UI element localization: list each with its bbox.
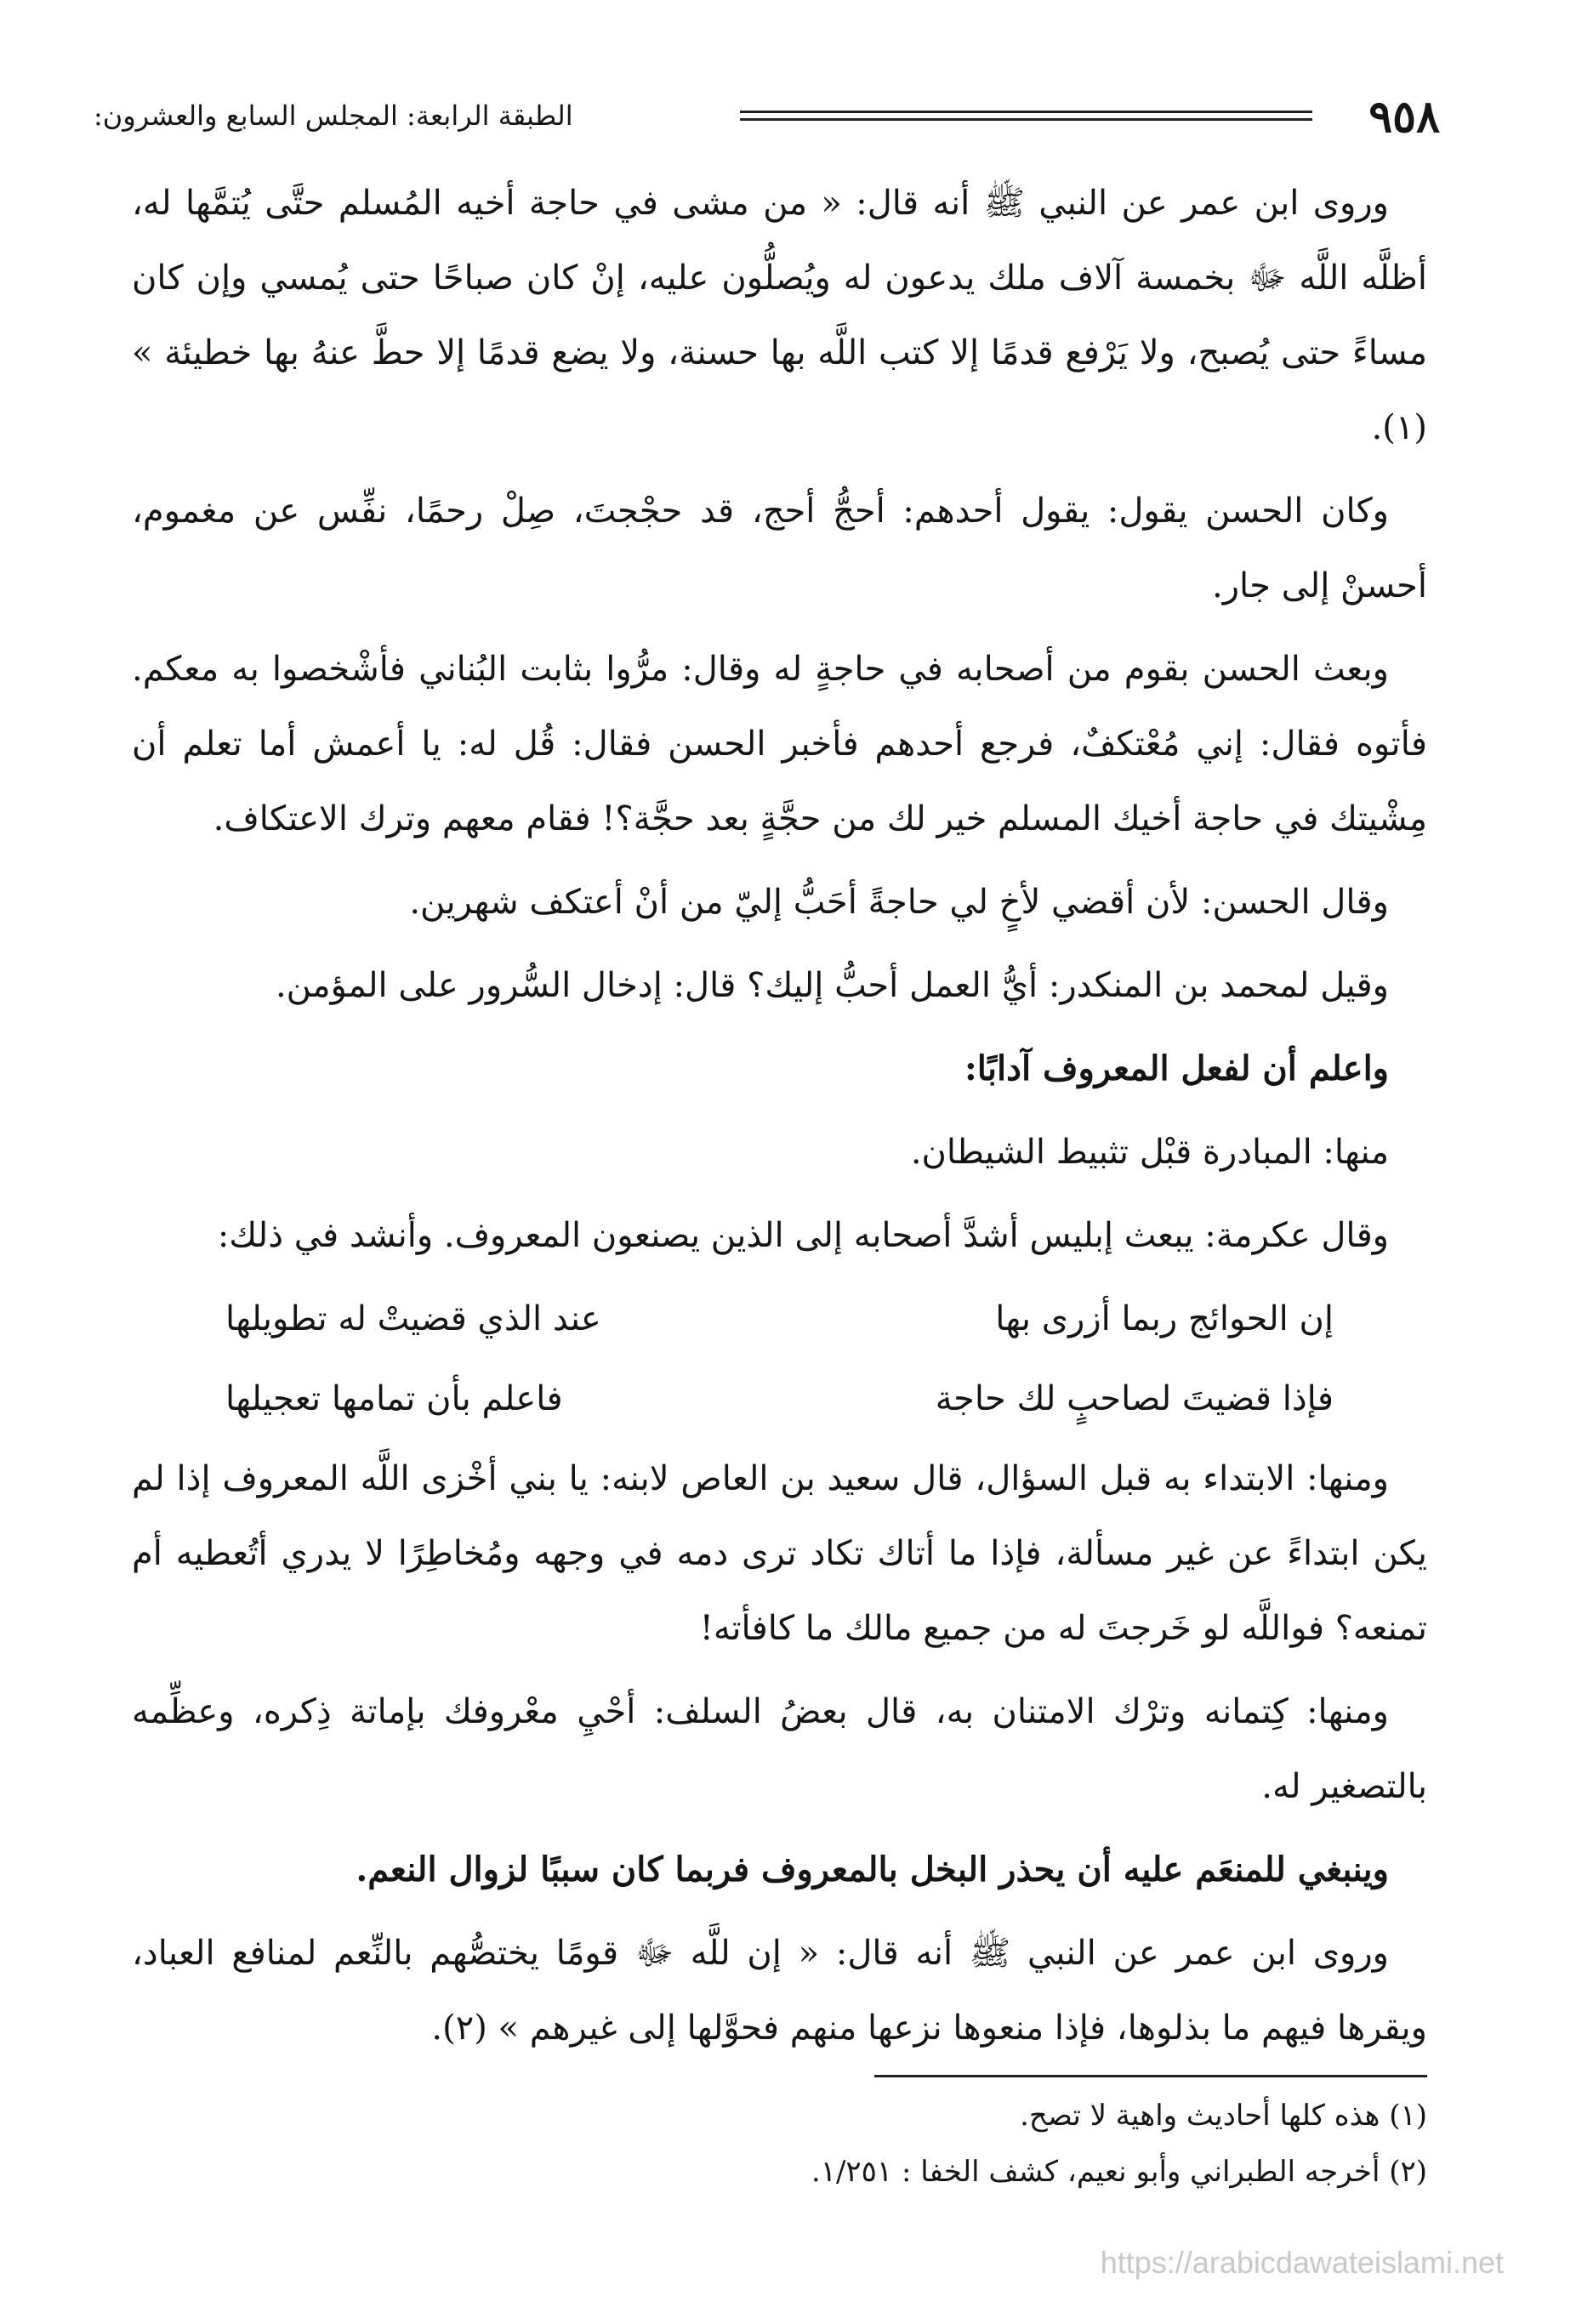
verse-second-hemistich: عند الذي قضيتْ له تطويلها (225, 1299, 601, 1338)
paragraph: منها: المبادرة قبْل تثبيط الشيطان. (910, 1133, 1389, 1172)
paragraph: وبعث الحسن بقوم من أصحابه في حاجةٍ له وقال: مرُّوا بثابت البُناني فأشْخصوا به معكم. فأتوه فقال: إني مُعْتكفٌ، فرجع أحدهم فأخبر الحسن فقال: قُل له: يا أعمش أما تعلم أن مِشْيتك في حاجة أخيك المسلم خير لك من حجَّةٍ بعد حجَّة؟! فقام معهم وترك الاعتكاف. (132, 650, 1427, 838)
footnote-separator (874, 2075, 1427, 2077)
poem-verse (132, 1281, 1427, 1356)
footnote: (١) هذه كلها أحاديث واهية لا تصح. (1020, 2099, 1427, 2133)
verse-first-hemistich: فإذا قضيتَ لصاحبٍ لك حاجة (935, 1379, 1334, 1418)
section-heading: وينبغي للمنعَم عليه أن يحذر البخل بالمعروف فربما كان سببًا لزوال النعم. (356, 1850, 1389, 1889)
page-header (94, 92, 1440, 143)
poem-verse (132, 1361, 1427, 1436)
paragraph: وقال الحسن: لأن أقضي لأخٍ لي حاجةً أحَبُّ إليّ من أنْ أعتكف شهرين. (409, 883, 1389, 922)
page-number: ٩٥٨ (1368, 91, 1440, 143)
footnote: (٢) أخرجه الطبراني وأبو نعيم، كشف الخفا : ١/٢٥١. (811, 2155, 1427, 2189)
paragraph: وقيل لمحمد بن المنكدر: أيُّ العمل أحبُّ إليك؟ قال: إدخال السُّرور على المؤمن. (275, 966, 1389, 1005)
footnotes (132, 2088, 1427, 2200)
paragraph: وروى ابن عمر عن النبي ﷺ أنه قال: « من مشى في حاجة أخيه المُسلم حتَّى يُتمَّها له، أظلَّه اللَّه ﷻ بخمسة آلاف ملك يدعون له ويُصلُّون عليه، إنْ كان صباحًا حتى يُمسي وإن كان مساءً حتى يُصبح، ولا يَرْفع قدمًا إلا كتب اللَّه بها حسنة، ولا يضع قدمًا إلا حطَّ عنهُ بها خطيئة » (١). (132, 184, 1427, 447)
paragraph: ومنها: كِتمانه وترْك الامتنان به، قال بعضُ السلف: أحْيِ معْروفك بإماتة ذِكره، وعظِّمه بالتصغير له. (132, 1692, 1427, 1806)
paragraph: ومنها: الابتداء به قبل السؤال، قال سعيد بن العاص لابنه: يا بني أخْزى اللَّه المعروف إذا لم يكن ابتداءً عن غير مسألة، فإذا ما أتاك تكاد ترى دمه في وجهه ومُخاطِرًا لا يدري أتُعطيه أم تمنعه؟ فواللَّه لو خَرجتَ له من جميع مالك ما كافأته! (132, 1459, 1427, 1648)
verse-second-hemistich: فاعلم بأن تمامها تعجيلها (225, 1379, 563, 1418)
running-title: الطبقة الرابعة: المجلس السابع والعشرون: (94, 99, 573, 132)
verse-first-hemistich: إن الحوائج ربما أزرى بها (995, 1299, 1334, 1338)
paragraph: وكان الحسن يقول: يقول أحدهم: أحجُّ أحج، قد حجْجتَ، صِلْ رحمًا، نفِّس عن مغموم، أحسنْ إلى جار. (132, 492, 1427, 605)
paragraph: وقال عكرمة: يبعث إبليس أشدَّ أصحابه إلى الذين يصنعون المعروف. وأنشد في ذلك: (217, 1216, 1389, 1255)
header-double-rule (740, 111, 1312, 121)
paragraph: وروى ابن عمر عن النبي ﷺ أنه قال: « إن للَّه ﷻ قومًا يختصُّهم بالنِّعم لمنافع العباد، ويقرها فيهم ما بذلوها، فإذا منعوها نزعها منهم فحوَّلها إلى غيرهم » (٢). (132, 1934, 1427, 2048)
watermark-url: https://arabicdawateislami.net (1100, 2245, 1504, 2280)
section-heading: واعلم أن لفعل المعروف آدابًا: (964, 1048, 1389, 1088)
main-text (132, 166, 1427, 2074)
